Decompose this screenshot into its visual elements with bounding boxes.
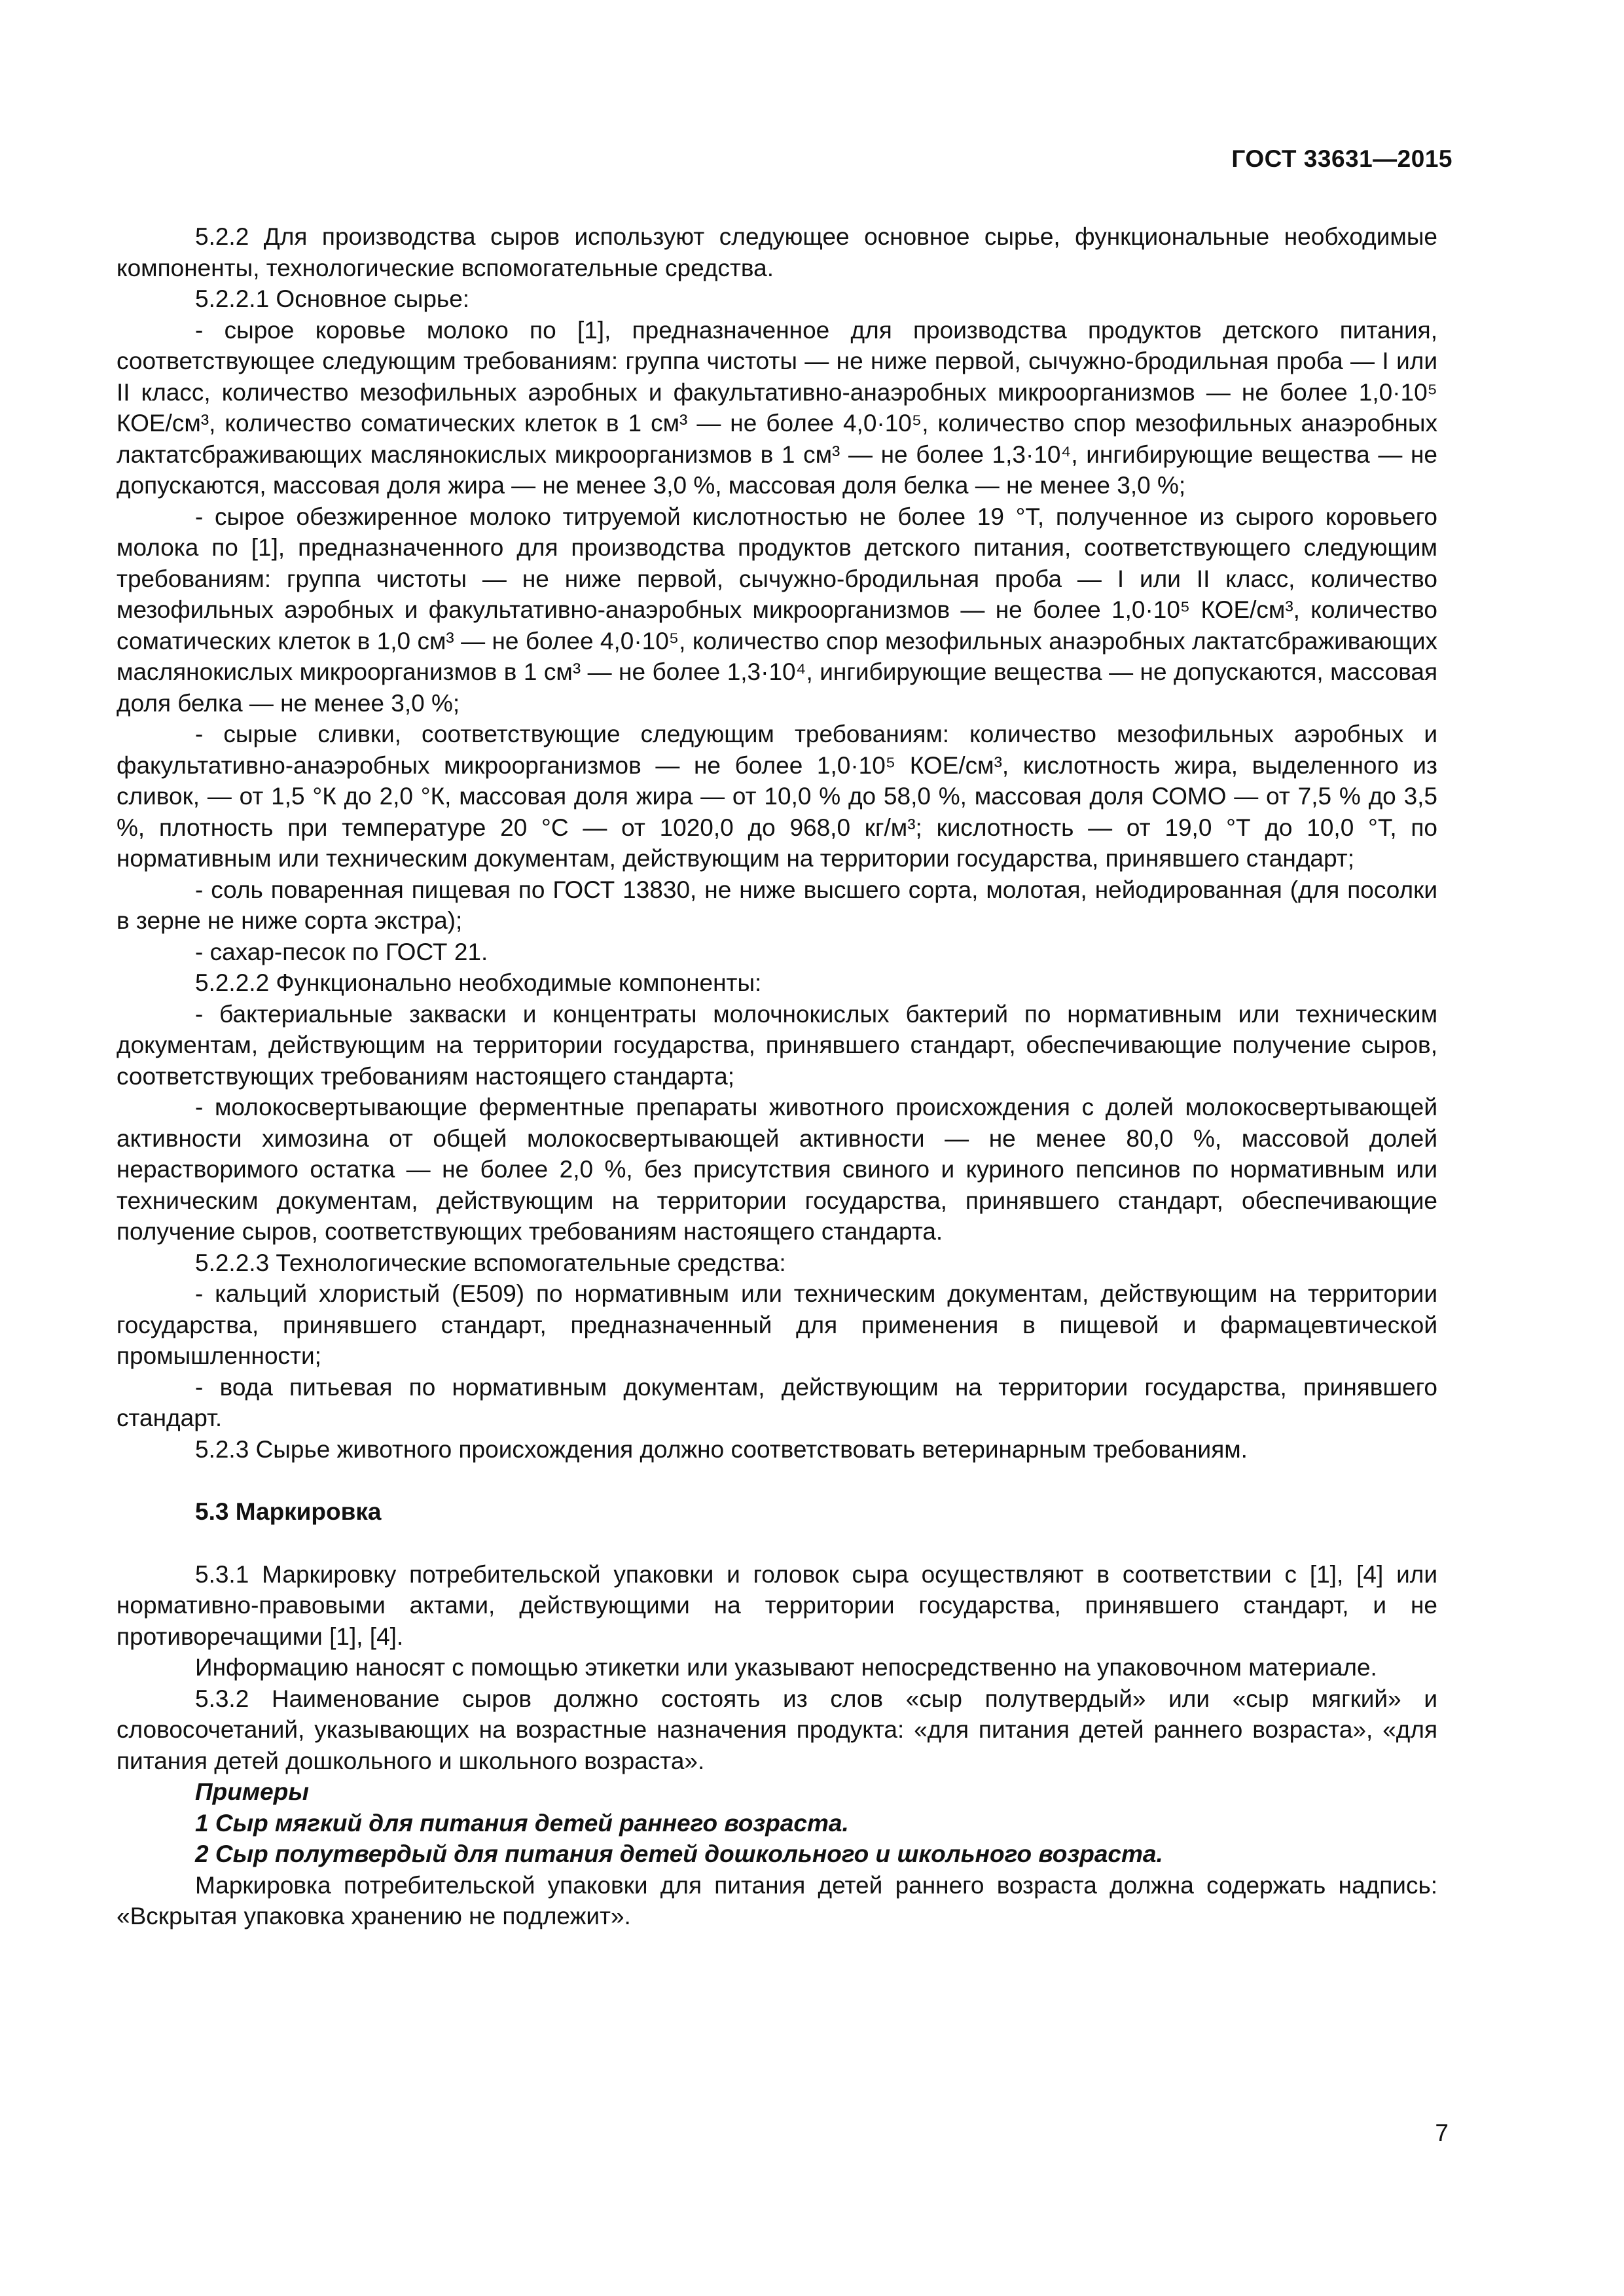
document-body — [117, 221, 1437, 1932]
paragraph: - сырые сливки, соответствующие следующим требованиям: количество мезофильных аэробных и факультативно-анаэробных микроорганизмов — не более 1,0·10⁵ КОЕ/см³, кислотность жира, выделенного из сливок, — от 1,5 °К до 2,0 °К, массовая доля жира — от 10,0 % до 58,0 %, массовая доля СОМО — от 7,5 % до 3,5 %, плотность при температуре 20 °С — от 1020,0 до 968,0 кг/м³; кислотность — от 19,0 °Т до 10,0 °Т, по нормативным или техническим документам, действующим на территории государства, принявшего стандарт; — [117, 721, 1437, 872]
paragraph: 5.3.1 Маркировку потребительской упаковки и головок сыра осуществляют в соответствии с [1], [4] или нормативно-правовыми актами, действующими на территории государства, принявшего стандарт, и не противоречащими [1], [4]. — [117, 1560, 1437, 1650]
document-header: ГОСТ 33631—2015 — [1231, 145, 1453, 172]
section-heading: 5.3 Маркировка — [195, 1498, 382, 1525]
paragraph: - кальций хлористый (Е509) по нормативным или техническим документам, действующим на территории государства, принявшего стандарт, предназначенный для применения в пищевой и фармацевтической промышленности; — [117, 1280, 1437, 1369]
page-number: 7 — [1435, 2119, 1449, 2146]
paragraph: 5.3.2 Наименование сыров должно состоять из слов «сыр полутвердый» или «сыр мягкий» и словосочетаний, указывающих на возрастные назначения продукта: «для питания детей раннего возраста», «для питания детей дошкольного и школьного возраста». — [117, 1685, 1437, 1774]
paragraph: - сырое обезжиренное молоко титруемой кислотностью не более 19 °Т, полученное из сырого коровьего молока по [1], предназначенного для производства продуктов детского питания, соответствующего следующим требованиям: группа чистоты — не ниже первой, сычужно-бродильная проба — I или II класс, количество мезофильных аэробных и факультативно-анаэробных микроорганизмов — не более 1,0·10⁵ КОЕ/см³, количество соматических клеток в 1,0 см³ — не более 4,0·10⁵, количество спор мезофильных анаэробных лактатсбраживающих маслянокислых микроорганизмов в 1 см³ — не более 1,3·10⁴, ингибирующие вещества — не допускаются, массовая доля белка — не менее 3,0 %; — [117, 503, 1437, 717]
paragraph: - бактериальные закваски и концентраты молочнокислых бактерий по нормативным или техническим документам, действующим на территории государства, принявшего стандарт, обеспечивающие получение сыров, соответствующих требованиям настоящего стандарта; — [117, 1000, 1437, 1090]
paragraph: - соль поваренная пищевая по ГОСТ 13830, не ниже высшего сорта, молотая, нейодированная (для посолки в зерне не ниже сорта экстра); — [117, 876, 1437, 934]
paragraph: - сахар-песок по ГОСТ 21. — [195, 938, 488, 965]
paragraph: Маркировка потребительской упаковки для питания детей раннего возраста должна содержать надпись: «Вскрытая упаковка хранению не подлежит». — [117, 1871, 1437, 1929]
paragraph: 5.2.2 Для производства сыров используют следующее основное сырье, функциональные необходимые компоненты, технологические вспомогательные средства. — [117, 223, 1437, 281]
paragraph: 5.2.2.3 Технологические вспомогательные средства: — [195, 1249, 786, 1276]
paragraph: - молокосвертывающие ферментные препараты животного происхождения с долей молокосвертывающей активности химозина от общей молокосвертывающей активности — не менее 80,0 %, массовой долей нерастворимого остатка — не более 2,0 %, без присутствия свиного и куриного пепсинов по нормативным или техническим документам, действующим на территории государства, принявшего стандарт, обеспечивающие получение сыров, соответствующих требованиям настоящего стандарта. — [117, 1094, 1437, 1245]
paragraph: Информацию наносят с помощью этикетки или указывают непосредственно на упаковочном материале. — [195, 1654, 1377, 1681]
example-line: Примеры — [195, 1778, 309, 1805]
paragraph: - вода питьевая по нормативным документам, действующим на территории государства, принявшего стандарт. — [117, 1373, 1437, 1431]
paragraph: 5.2.2.2 Функционально необходимые компоненты: — [195, 969, 762, 996]
example-line: 2 Сыр полутвердый для питания детей дошкольного и школьного возраста. — [195, 1840, 1163, 1867]
paragraph: 5.2.3 Сырье животного происхождения должно соответствовать ветеринарным требованиям. — [195, 1435, 1248, 1463]
example-line: 1 Сыр мягкий для питания детей раннего возраста. — [195, 1809, 849, 1837]
paragraph: 5.2.2.1 Основное сырье: — [195, 285, 470, 312]
paragraph: - сырое коровье молоко по [1], предназначенное для производства продуктов детского питания, соответствующее следующим требованиям: группа чистоты — не ниже первой, сычужно-бродильная проба — I или II класс, количество мезофильных аэробных и факультативно-анаэробных микроорганизмов — не более 1,0·10⁵ КОЕ/см³, количество соматических клеток в 1 см³ — не более 4,0·10⁵, количество спор мезофильных анаэробных лактатсбраживающих маслянокислых микроорганизмов в 1 см³ — не более 1,3·10⁴, ингибирующие вещества — не допускаются, массовая доля жира — не менее 3,0 %, массовая доля белка — не менее 3,0 %; — [117, 316, 1437, 499]
